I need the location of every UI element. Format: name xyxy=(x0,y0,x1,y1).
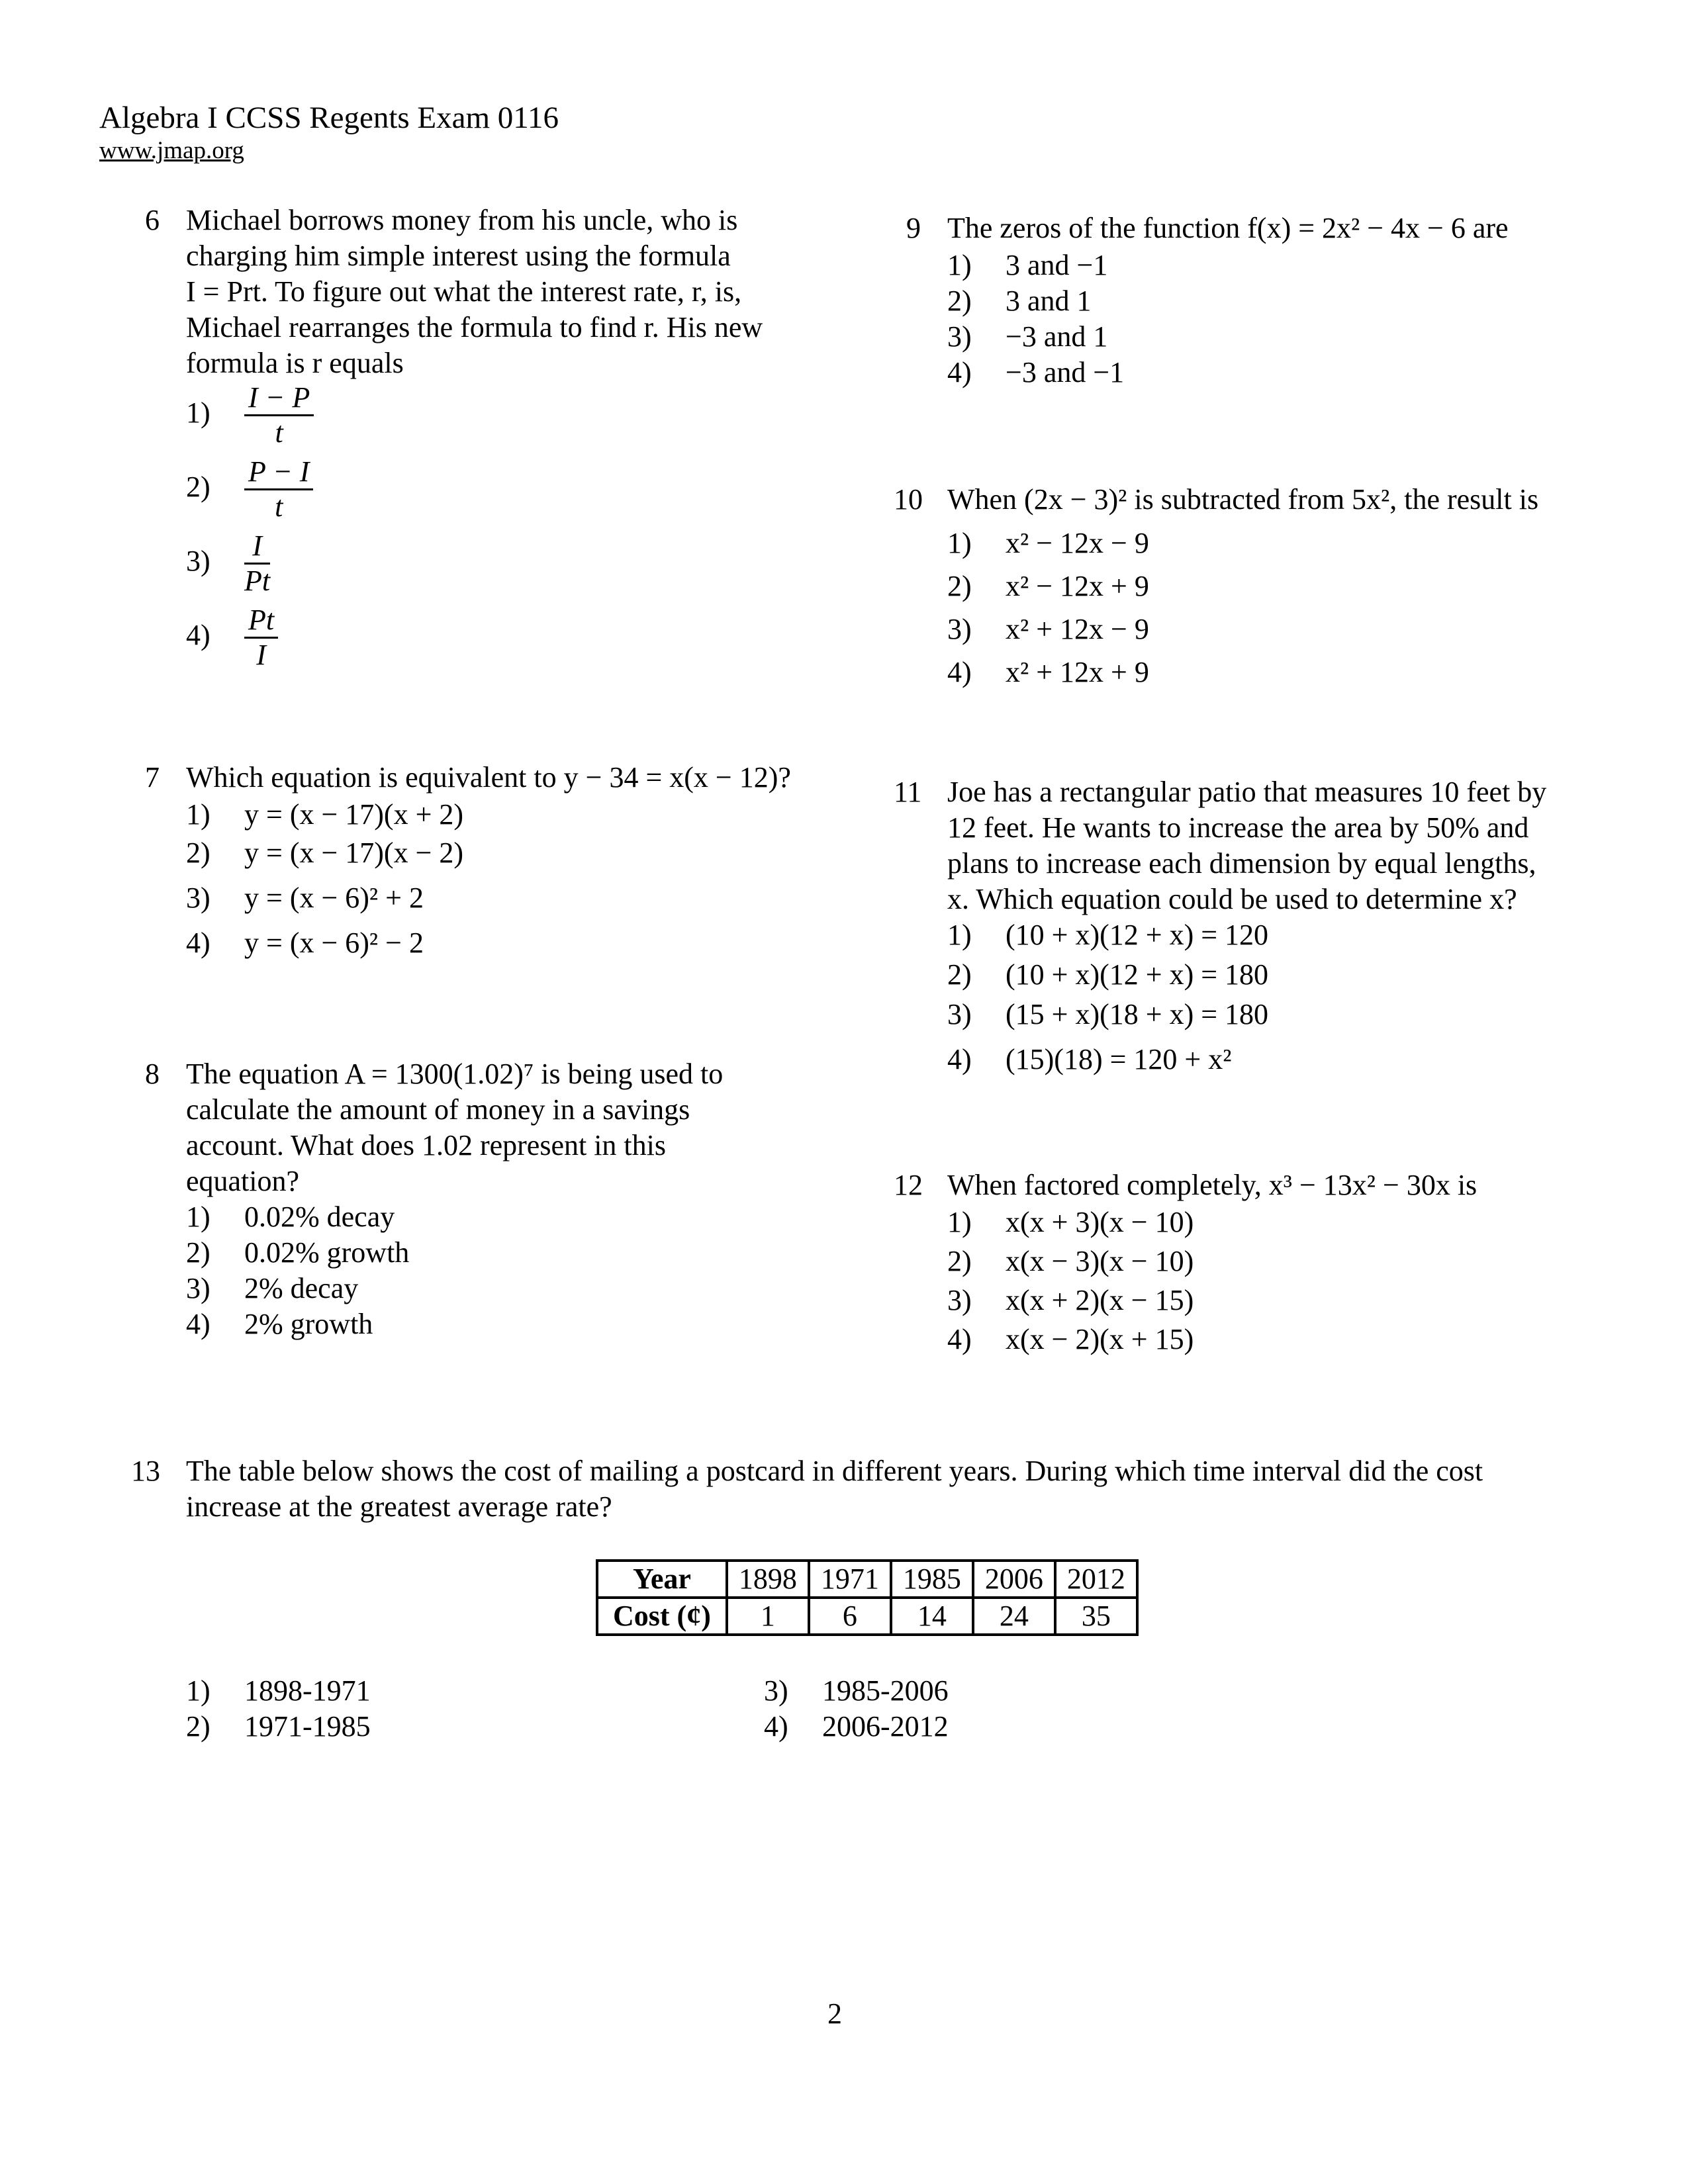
question-stem xyxy=(186,1056,723,1199)
option-3 xyxy=(186,880,424,916)
question-stem xyxy=(947,210,1509,246)
option-text: 1898-1971 xyxy=(244,1674,371,1707)
option-3 xyxy=(186,529,270,598)
option-number: 4) xyxy=(186,1308,211,1340)
question-stem xyxy=(947,482,1538,518)
option-1 xyxy=(947,248,1107,283)
denominator: t xyxy=(275,416,283,449)
q13-option-3 xyxy=(764,1673,949,1709)
stem-line: 12 feet. He wants to increase the area by 50% and xyxy=(947,811,1529,844)
table-row xyxy=(597,1561,1137,1598)
fraction xyxy=(244,455,313,523)
option-text: y = (x − 17)(x − 2) xyxy=(244,837,464,869)
option-number: 2) xyxy=(947,570,972,602)
option-4 xyxy=(186,925,424,961)
table-cell: 35 xyxy=(1055,1598,1137,1635)
stem-line: When factored completely, x³ − 13x² − 30x is xyxy=(947,1169,1477,1201)
table-cell: 24 xyxy=(973,1598,1055,1635)
option-number: 3) xyxy=(947,1284,972,1316)
stem-line: Joe has a rectangular patio that measures 10 feet by xyxy=(947,776,1547,808)
option-2 xyxy=(947,283,1092,319)
option-number: 1) xyxy=(947,249,972,281)
option-number: 4) xyxy=(764,1710,788,1743)
option-text: y = (x − 17)(x + 2) xyxy=(244,798,464,831)
option-3 xyxy=(947,1283,1194,1318)
option-number: 1) xyxy=(947,527,972,559)
option-text: x² − 12x + 9 xyxy=(1006,570,1149,602)
option-4 xyxy=(947,1042,1231,1077)
option-3 xyxy=(947,612,1149,647)
stem-line: formula is r equals xyxy=(186,347,404,379)
table-cell: 1971 xyxy=(809,1561,891,1598)
stem-line: Michael borrows money from his uncle, who is xyxy=(186,204,738,236)
numerator: Pt xyxy=(244,604,278,639)
stem-line: The zeros of the function f(x) = 2x² − 4x − 6 are xyxy=(947,212,1509,244)
table-cell: 2012 xyxy=(1055,1561,1137,1598)
option-text: 2% decay xyxy=(244,1272,359,1304)
q13-option-4 xyxy=(764,1709,949,1745)
option-number: 2) xyxy=(186,470,211,503)
option-text: 0.02% decay xyxy=(244,1201,395,1233)
option-number: 2) xyxy=(947,285,972,317)
option-number: 4) xyxy=(947,356,972,388)
option-number: 1) xyxy=(186,396,211,429)
stem-line: I = Prt. To figure out what the interest rate, r, is, xyxy=(186,275,742,308)
option-number: 3) xyxy=(947,998,972,1030)
question-number: 13 xyxy=(131,1455,160,1487)
numerator: P − I xyxy=(244,455,313,490)
option-text: −3 and −1 xyxy=(1006,356,1125,388)
denominator: I xyxy=(256,639,266,671)
stem-line: The equation A = 1300(1.02)⁷ is being used to xyxy=(186,1058,724,1090)
question-number: 12 xyxy=(894,1169,923,1201)
option-number: 4) xyxy=(947,1043,972,1075)
option-text: x(x + 2)(x − 15) xyxy=(1006,1284,1194,1316)
question-stem xyxy=(186,760,791,796)
option-2 xyxy=(947,1244,1194,1279)
fraction xyxy=(244,381,314,449)
option-4 xyxy=(186,1306,373,1342)
option-text: x(x + 3)(x − 10) xyxy=(1006,1206,1194,1238)
option-1 xyxy=(947,917,1268,953)
option-number: 2) xyxy=(186,837,211,869)
numerator: I − P xyxy=(244,381,314,416)
option-number: 1) xyxy=(186,1674,211,1707)
option-text: 0.02% growth xyxy=(244,1236,410,1269)
option-text: (15)(18) = 120 + x² xyxy=(1006,1043,1232,1075)
row-header: Year xyxy=(597,1561,727,1598)
option-number: 3) xyxy=(186,882,211,914)
option-text: x² + 12x − 9 xyxy=(1006,613,1149,645)
denominator: t xyxy=(275,490,283,523)
option-1 xyxy=(186,381,314,449)
option-number: 1) xyxy=(947,1206,972,1238)
numerator: I xyxy=(244,529,270,565)
question-number: 9 xyxy=(906,212,921,244)
option-4 xyxy=(947,1322,1194,1357)
exam-title: Algebra I CCSS Regents Exam 0116 xyxy=(99,101,559,135)
fraction xyxy=(244,529,270,598)
option-text: (10 + x)(12 + x) = 120 xyxy=(1006,919,1269,951)
option-text: x(x − 2)(x + 15) xyxy=(1006,1323,1194,1355)
q13-option-2 xyxy=(186,1709,371,1745)
option-text: y = (x − 6)² − 2 xyxy=(244,927,424,959)
option-2 xyxy=(186,455,313,523)
option-1 xyxy=(947,525,1149,561)
option-number: 2) xyxy=(186,1236,211,1269)
option-number: 1) xyxy=(186,1201,211,1233)
option-number: 4) xyxy=(186,618,211,651)
site-link[interactable]: www.jmap.org xyxy=(99,137,244,164)
option-1 xyxy=(186,1199,395,1235)
option-1 xyxy=(186,797,463,833)
option-number: 4) xyxy=(947,656,972,688)
table-row xyxy=(597,1598,1137,1635)
option-text: (15 + x)(18 + x) = 180 xyxy=(1006,998,1269,1030)
option-number: 2) xyxy=(186,1710,211,1743)
question-stem xyxy=(947,774,1546,917)
table-cell: 1985 xyxy=(891,1561,973,1598)
option-text: 3 and −1 xyxy=(1006,249,1108,281)
stem-line: calculate the amount of money in a savings xyxy=(186,1093,690,1126)
option-text: 1985-2006 xyxy=(822,1674,949,1707)
option-4 xyxy=(947,655,1149,690)
stem-line: equation? xyxy=(186,1165,300,1197)
option-text: −3 and 1 xyxy=(1006,320,1108,353)
option-text: 3 and 1 xyxy=(1006,285,1092,317)
question-number: 8 xyxy=(145,1058,160,1090)
table-cell: 14 xyxy=(891,1598,973,1635)
option-number: 2) xyxy=(947,958,972,991)
option-text: (10 + x)(12 + x) = 180 xyxy=(1006,958,1269,991)
option-2 xyxy=(947,569,1149,604)
option-4 xyxy=(947,355,1124,390)
table-cell: 2006 xyxy=(973,1561,1055,1598)
question-number: 6 xyxy=(145,204,160,236)
question-stem xyxy=(947,1167,1477,1203)
option-text: 2006-2012 xyxy=(822,1710,949,1743)
option-number: 1) xyxy=(186,798,211,831)
row-header: Cost (¢) xyxy=(597,1598,727,1635)
option-2 xyxy=(186,835,463,871)
page-number: 2 xyxy=(827,1997,842,2030)
fraction xyxy=(244,604,278,672)
option-4 xyxy=(186,604,278,672)
option-text: 2% growth xyxy=(244,1308,373,1340)
option-1 xyxy=(947,1205,1194,1240)
option-2 xyxy=(186,1235,409,1271)
question-stem xyxy=(186,203,763,381)
stem-line: Michael rearranges the formula to find r. His new xyxy=(186,311,763,343)
option-number: 3) xyxy=(947,320,972,353)
table-cell: 1898 xyxy=(727,1561,809,1598)
denominator: Pt xyxy=(244,565,271,597)
option-number: 1) xyxy=(947,919,972,951)
stem-line: The table below shows the cost of mailing a postcard in different years. During which time interval did the cost xyxy=(186,1455,1483,1487)
option-number: 3) xyxy=(764,1674,788,1707)
stem-line: charging him simple interest using the formula xyxy=(186,240,731,272)
option-text: y = (x − 6)² + 2 xyxy=(244,882,424,914)
stem-line: increase at the greatest average rate? xyxy=(186,1490,612,1523)
option-3 xyxy=(186,1271,358,1306)
stem-line: Which equation is equivalent to y − 34 = x(x − 12)? xyxy=(186,761,791,794)
option-number: 4) xyxy=(947,1323,972,1355)
postcard-cost-table xyxy=(596,1559,1139,1636)
option-text: 1971-1985 xyxy=(244,1710,371,1743)
option-number: 2) xyxy=(947,1245,972,1277)
option-text: x(x − 3)(x − 10) xyxy=(1006,1245,1194,1277)
table-cell: 6 xyxy=(809,1598,891,1635)
question-stem xyxy=(186,1453,1483,1525)
option-2 xyxy=(947,957,1268,993)
stem-line: When (2x − 3)² is subtracted from 5x², the result is xyxy=(947,483,1539,516)
table-cell: 1 xyxy=(727,1598,809,1635)
option-text: x² + 12x + 9 xyxy=(1006,656,1149,688)
option-text: x² − 12x − 9 xyxy=(1006,527,1149,559)
option-3 xyxy=(947,319,1107,355)
option-number: 3) xyxy=(947,613,972,645)
option-3 xyxy=(947,997,1268,1032)
option-number: 3) xyxy=(186,544,211,577)
stem-line: plans to increase each dimension by equal lengths, xyxy=(947,847,1536,880)
stem-line: x. Which equation could be used to determine x? xyxy=(947,883,1517,915)
question-number: 10 xyxy=(894,483,923,516)
question-number: 7 xyxy=(145,761,160,794)
stem-line: account. What does 1.02 represent in this xyxy=(186,1129,666,1161)
option-number: 4) xyxy=(186,927,211,959)
option-number: 3) xyxy=(186,1272,211,1304)
q13-option-1 xyxy=(186,1673,371,1709)
question-number: 11 xyxy=(894,776,922,808)
